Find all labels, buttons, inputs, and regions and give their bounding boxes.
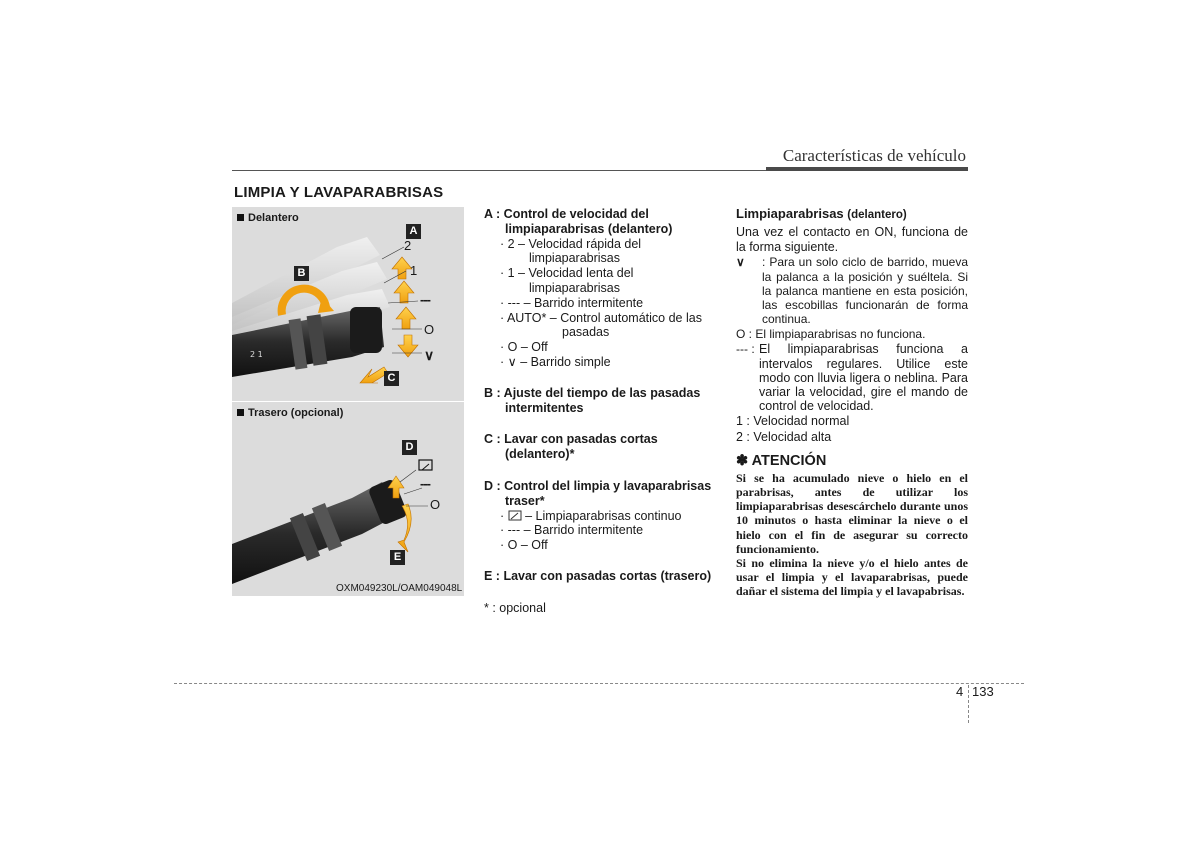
chapter-title: Características de vehículo — [782, 146, 966, 165]
intermittent-lead: --- : — [736, 342, 755, 357]
mark-speed-1: 1 — [410, 263, 418, 278]
rear-wiper-icon — [508, 510, 522, 521]
d-item: · --- – Barrido intermitente — [500, 523, 644, 538]
footnote: * : opcional — [484, 600, 546, 615]
right-title: Limpiaparabrisas — [736, 206, 844, 221]
callout-d: D — [402, 440, 417, 455]
right-intro: Una vez el contacto en ON, funciona de la forma siguiente. — [736, 224, 968, 254]
a-item: · 2 – Velocidad rápida del — [500, 236, 642, 251]
a-title-2: limpiaparabrisas (delantero) — [505, 221, 673, 236]
right-title-suffix: (delantero) — [847, 209, 907, 221]
callout-c: C — [384, 371, 399, 386]
d-item: · O – Off — [500, 538, 548, 553]
a-item: pasadas — [562, 325, 610, 340]
b-title-2: intermitentes — [505, 400, 584, 415]
speed-1: 1 : Velocidad normal — [736, 414, 850, 429]
b-title: B : Ajuste del tiempo de las pasadas — [484, 385, 701, 400]
a-title: A : Control de velocidad del — [484, 207, 649, 221]
c-title-2: (delantero)* — [505, 447, 575, 462]
single-sweep-entry — [736, 255, 968, 326]
warning-title: ✽ ATENCIÓN — [736, 453, 827, 470]
single-sweep-symbol: ∨ — [736, 255, 745, 270]
middle-column — [484, 207, 718, 616]
mark-single: ∨ — [424, 347, 435, 363]
figure-rear-label: Trasero (opcional) — [237, 407, 343, 419]
figure-code: OXM049230L/OAM049048L — [336, 583, 463, 594]
figure-rear — [232, 402, 464, 596]
right-column — [736, 207, 968, 599]
d-item-continuous: · – Limpiaparabrisas continuo — [500, 508, 682, 523]
header-rule-accent — [766, 167, 968, 171]
speed-2: 2 : Velocidad alta — [736, 430, 832, 445]
callout-e: E — [390, 550, 405, 565]
d-title-2: traser* — [505, 493, 545, 508]
chapter-number: 4 — [956, 684, 964, 699]
warning-paragraph: Si no elimina la nieve y/o el hielo antes de usar el limpia y el lavaparabrisas, puede dañar el sistema del limpia y el lavapabrisas. — [736, 556, 968, 599]
figure-front — [232, 207, 464, 401]
header-rule — [232, 170, 768, 171]
mark-speed-2: 2 — [404, 238, 412, 253]
a-item: · ∨ – Barrido simple — [500, 354, 611, 369]
page-divider — [968, 685, 969, 723]
off-text: O : El limpiaparabrisas no funciona. — [736, 327, 926, 342]
a-item: · 1 – Velocidad lenta del — [500, 266, 634, 281]
callout-b: B — [294, 266, 309, 281]
single-sweep-text: : Para un solo ciclo de barrido, mueva la palanca a la posición y suéltela. Si la palanca mantiene en esta posición, las escobillas funcionarán de forma continua. — [762, 255, 968, 327]
intermittent-entry — [736, 342, 968, 413]
svg-text:2 1: 2 1 — [250, 350, 263, 359]
figure-front-label: Delantero — [237, 212, 299, 224]
a-item: · O – Off — [500, 340, 548, 355]
rear-mark-intermittent: --- — [420, 476, 430, 491]
a-item: · --- – Barrido intermitente — [500, 295, 644, 310]
page-number: 133 — [972, 684, 994, 699]
mark-intermittent: --- — [420, 292, 430, 307]
e-title: E : Lavar con pasadas cortas (trasero) — [484, 568, 712, 583]
a-item: · AUTO* – Control automático de las — [500, 310, 702, 325]
mark-off: O — [424, 322, 435, 337]
warning-paragraph: Si se ha acumulado nieve o hielo en el parabrisas, antes de utilizar los limpiaparabrisas desescárchelo durante unos 10 minutos o hasta eliminar la nieve o el hielo con el fin de asegurar su correcto funcionamiento. — [736, 470, 968, 556]
c-title: C : Lavar con pasadas cortas — [484, 432, 658, 447]
a-item: limpiaparabrisas — [529, 251, 621, 266]
callout-a: A — [406, 224, 421, 239]
section-title: LIMPIA Y LAVAPARABRISAS — [234, 184, 444, 201]
rear-mark-off: O — [430, 497, 441, 512]
a-item: limpiaparabrisas — [529, 280, 621, 295]
intermittent-text: El limpiaparabrisas funciona a intervalos regulares. Utilice este modo con lluvia ligera o neblina. Para variar la velocidad, gire el mando de control de velocidad. — [759, 342, 968, 414]
d-title: D : Control del limpia y lavaparabrisas — [484, 478, 712, 493]
footer-rule — [174, 683, 1024, 684]
